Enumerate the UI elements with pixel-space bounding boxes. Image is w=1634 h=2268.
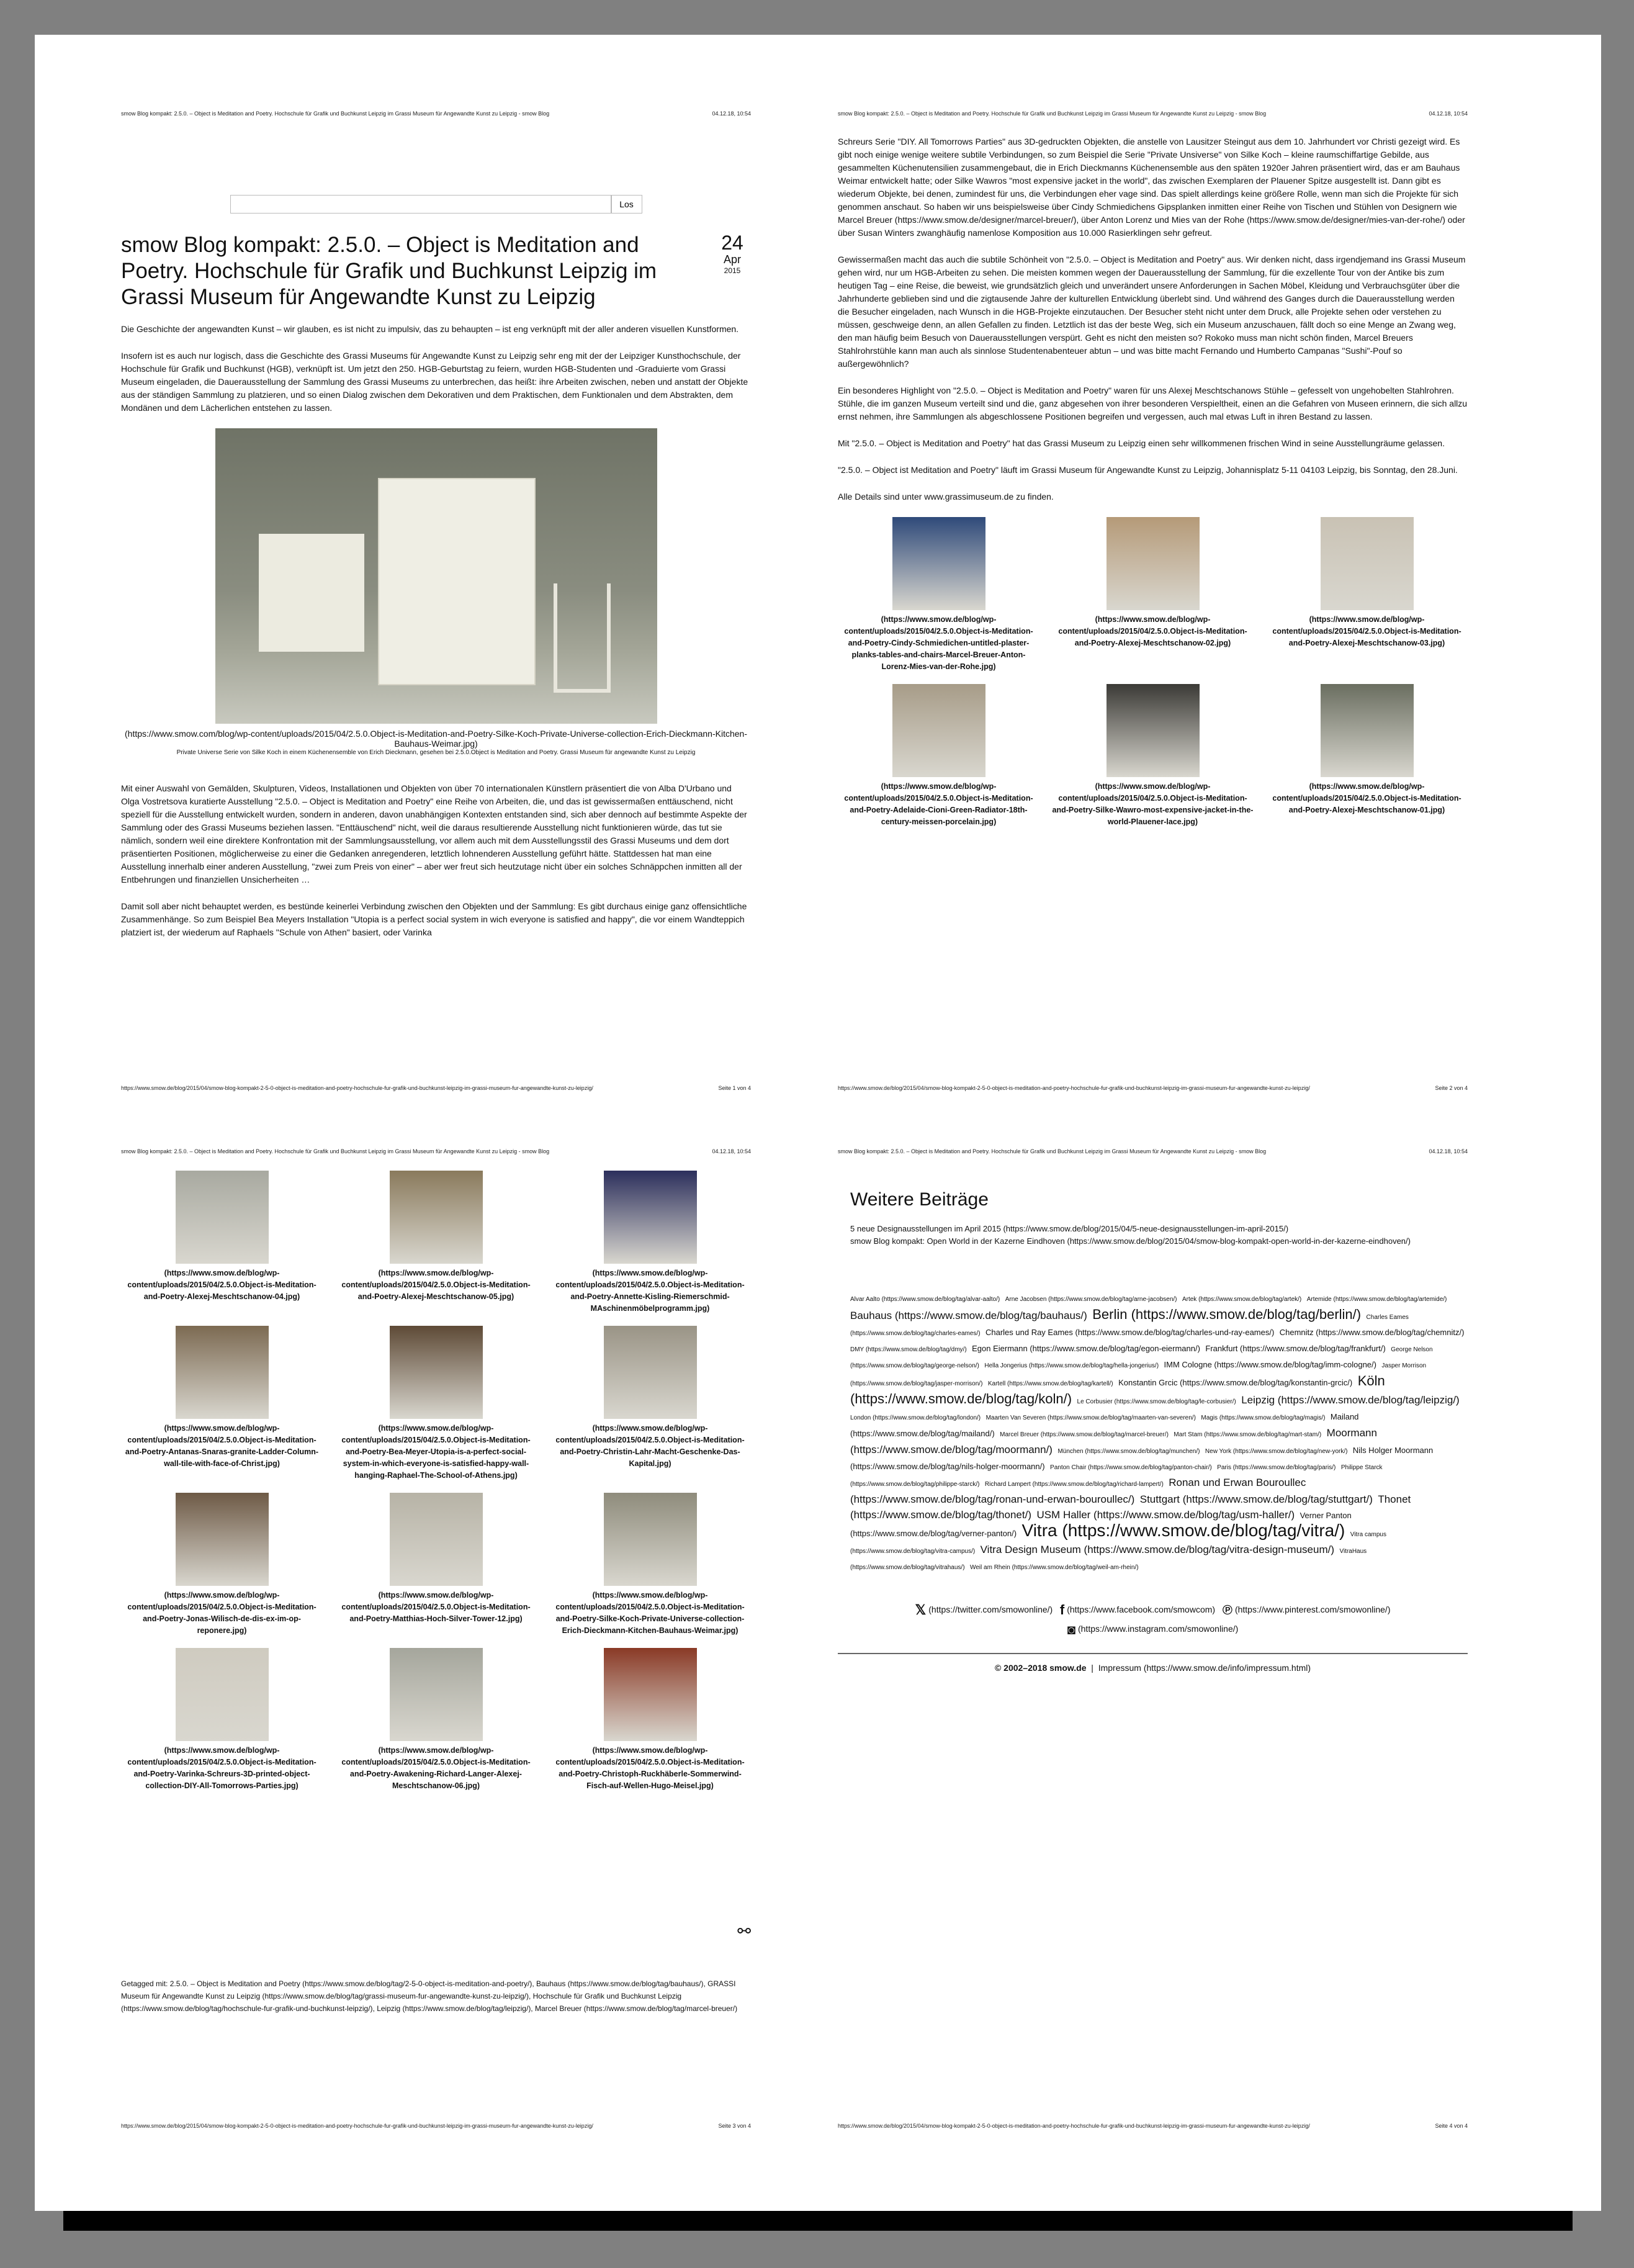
page-number: Seite 2 von 4 (1435, 1085, 1468, 1091)
page-header (838, 1148, 1468, 1154)
paragraph: Insofern ist es auch nur logisch, dass die Geschichte des Grassi Museums für Angewandte Kunst zu Leipzig sehr eng mit der der Leipziger Kunsthochschule, der Hochschule für Grafik und Buchkunst (HGB), verknüpft ist. Um jetzt den 250. HGB-Geburtstag zu feiern, wurden HGB-Studenten und -Graduierte vom Grassi Museum eingeladen, die Dauerausstellung der Sammlung des Grassi Museums zu unterbrechen, das heißt: ihre Arbeiten zwischen, neben und anstatt der Objekte aus der ständigen Sammlung zu platzieren, und so einen Dialog zwischen dem Dekorativen und dem Praktischen, dem Funktionalen und dem Abstrakten, dem Mondänen und dem Lächerlichen entstehen zu lassen. (121, 351, 748, 413)
chair (554, 583, 611, 693)
tag-link[interactable]: Leipzig (https://www.smow.de/blog/tag/leipzig/) (1241, 1394, 1460, 1406)
header-date: 04.12.18, 10:54 (712, 1148, 751, 1154)
gallery-thumbnail[interactable] (176, 1326, 269, 1419)
gallery-link[interactable]: (https://www.smow.de/blog/wp-content/uploads/2015/04/2.5.0.Object-is-Meditation-and-Poetry-Varinka-Schreurs-3D-printed-object-collection-DIY-All-Tomorrows-Parties.jpg) (127, 1746, 316, 1790)
page-number: Seite 3 von 4 (718, 2123, 751, 2129)
page-footer (838, 2123, 1468, 2129)
header-date: 04.12.18, 10:54 (712, 110, 751, 117)
gallery-thumbnail[interactable] (604, 1648, 697, 1741)
gallery-link[interactable]: (https://www.smow.de/blog/wp-content/uploads/2015/04/2.5.0.Object-is-Meditation-and-Poetry-Alexej-Meschtschanow-03.jpg) (1272, 615, 1461, 647)
gallery-thumbnail[interactable] (390, 1326, 483, 1419)
gallery-item[interactable] (335, 1493, 537, 1637)
gallery-link[interactable]: (https://www.smow.de/blog/wp-content/uploads/2015/04/2.5.0.Object-is-Meditation-and-Poetry-Alexej-Meschtschanow-02.jpg) (1058, 615, 1247, 647)
kitchen-cabinet (378, 478, 536, 685)
gallery-link[interactable]: (https://www.smow.de/blog/wp-content/uploads/2015/04/2.5.0.Object-is-Meditation-and-Poetry-Annette-Kisling-Riemerschmid-MAschinenmöbelprogramm.jpg) (555, 1269, 745, 1313)
share-icon[interactable]: ⚯ (737, 1922, 751, 1940)
page-header (838, 110, 1468, 117)
gallery-item[interactable] (121, 1171, 323, 1315)
gallery-thumbnail[interactable] (892, 684, 985, 777)
site-footer: © 2002–2018 smow.de | Impressum (https://www.smow.de/info/impressum.html) (994, 1662, 1311, 1673)
post-title: smow Blog kompakt: 2.5.0. – Object is Meditation and Poetry. Hochschule für Grafik und Buchkunst Leipzig im Grassi Museum für Angewandte Kunst zu Leipzig (121, 233, 657, 309)
paragraph: "2.5.0. – Object ist Meditation and Poetry" läuft im Grassi Museum für Angewandte Kunst zu Leipzig, Johannisplatz 5-11 04103 Leipzig, bis Sonntag, den 28.Juni. (838, 465, 1458, 475)
gallery-thumbnail[interactable] (390, 1493, 483, 1586)
page-header (121, 1148, 751, 1154)
gallery-link[interactable]: (https://www.smow.de/blog/wp-content/uploads/2015/04/2.5.0.Object-is-Meditation-and-Poetry-Matthias-Hoch-Silver-Tower-12.jpg) (341, 1591, 531, 1623)
tag-link[interactable]: Charles und Ray Eames (https://www.smow.de/blog/tag/charles-und-ray-eames/) (985, 1328, 1275, 1337)
footer-url: https://www.smow.de/blog/2015/04/smow-blog-kompakt-2-5-0-object-is-meditation-and-poetry-hochschule-fur-grafik-und-buchkunst-leipzig-im-grassi-museum-fur-angewandte-kunst-zu-leipzig/ (838, 2123, 1310, 2129)
tag-link[interactable]: Egon Eiermann (https://www.smow.de/blog/tag/egon-eiermann/) (972, 1344, 1200, 1353)
tag-link[interactable]: Köln (https://www.smow.de/blog/tag/koln/) (850, 1373, 1385, 1406)
figure-link[interactable]: (https://www.smow.com/blog/wp-content/uploads/2015/04/2.5.0.Object-is-Meditation-and-Poetry-Silke-Koch-Private-Universe-collection-Erich-Dieckmann-Kitchen-Bauhaus-Weimar.jpg) (125, 729, 747, 749)
tag-link[interactable]: Philippe Starck (https://www.smow.de/blog/tag/philippe-starck/) (850, 1464, 1383, 1488)
facebook-icon[interactable]: f (1059, 1602, 1065, 1618)
gallery-item[interactable] (838, 517, 1039, 673)
gallery (838, 517, 1468, 828)
gallery (121, 1171, 751, 1792)
related-link[interactable]: smow Blog kompakt: Open World in der Kazerne Eindhoven (https://www.smow.de/blog/2015/04/smow-blog-kompakt-open-world-in-der-kazerne-eindhoven/) (850, 1236, 1411, 1246)
gallery-link[interactable]: (https://www.smow.de/blog/wp-content/uploads/2015/04/2.5.0.Object-is-Meditation-and-Poetry-Adelaide-Cioni-Green-Radiator-18th-century-meissen-porcelain.jpg) (844, 782, 1033, 826)
pinterest-link[interactable]: (https://www.pinterest.com/smowonline/) (1234, 1604, 1391, 1614)
paragraph: Ein besonderes Highlight von "2.5.0. – Object is Meditation and Poetry" waren für uns Alexej Meschtschanows Stühle – gefesselt von ungehobelten Stahlrohren. Stühle, die im ganzen Museum verteilt sind und die, ganz abgesehen von ihrer besonderen Verspieltheit, einen an die Gefahren von Museen erinnern, die sich allzu ernst nehmen, ihre Sammlungen als abgeschlossene Positionen begreifen und vergessen, auch mal etwas Luft in ihren Bestand zu lassen. (838, 385, 1468, 421)
gallery-link[interactable]: (https://www.smow.de/blog/wp-content/uploads/2015/04/2.5.0.Object-is-Meditation-and-Poetry-Christoph-Ruckhäberle-Sommerwind-Fisch-auf-Wellen-Hugo-Meisel.jpg) (555, 1746, 745, 1790)
tag-link[interactable]: Berlin (https://www.smow.de/blog/tag/berlin/) (1092, 1307, 1362, 1322)
print-page-3 (121, 1148, 751, 2129)
tag-link[interactable]: Verner Panton (https://www.smow.de/blog/tag/verner-panton/) (850, 1511, 1352, 1538)
twitter-icon[interactable]: 𝕏 (915, 1602, 927, 1618)
tag-link[interactable]: London (https://www.smow.de/blog/tag/london/) (850, 1415, 981, 1421)
gallery-link[interactable]: (https://www.smow.de/blog/wp-content/uploads/2015/04/2.5.0.Object-is-Meditation-and-Poetry-Jonas-Wilisch-de-dis-ex-im-op-reponere.jpg) (127, 1591, 316, 1635)
paragraph: Die Geschichte der angewandten Kunst – wir glauben, es ist nicht zu impulsiv, das zu behaupten – ist eng verknüpft mit der aller anderen visuellen Kunstformen. (121, 324, 739, 334)
gallery-item[interactable] (1052, 517, 1254, 673)
gallery-link[interactable]: (https://www.smow.de/blog/wp-content/uploads/2015/04/2.5.0.Object-is-Meditation-and-Poetry-Antanas-Snaras-granite-Ladder-Column-wall-tile-with-face-of-Christ.jpg) (125, 1424, 319, 1468)
gallery-item[interactable] (549, 1493, 751, 1637)
print-page-1 (121, 110, 751, 1091)
post-tags: Getagged mit: 2.5.0. – Object is Meditation and Poetry (https://www.smow.de/blog/tag/2-5-0-object-is-meditation-and-poetry/), Bauhaus (https://www.smow.de/blog/tag/bauhaus/), GRASSI Museum für Angewandte Kunst zu Leipzig (https://www.smow.de/blog/tag/grassi-museum-fur-angewandte-kunst-zu-leipzig/), Hochschule für Grafik und Buchkunst Leipzig (https://www.smow.de/blog/tag/hochschule-fur-grafik-und-buchkunst-leipzig/), Leipzig (https://www.smow.de/blog/tag/leipzig/), Marcel Breuer (https://www.smow.de/blog/tag/marcel-breuer/) (121, 1979, 738, 2013)
paragraph: Mit "2.5.0. – Object is Meditation and Poetry" hat das Grassi Museum zu Leipzig einen sehr willkommenen frischen Wind in seine Ausstellungräume gelassen. (838, 438, 1445, 448)
gallery-item[interactable] (1052, 684, 1254, 828)
gallery-thumbnail[interactable] (390, 1171, 483, 1264)
gallery-thumbnail[interactable] (1107, 684, 1200, 777)
tag-link[interactable]: George Nelson (https://www.smow.de/blog/tag/george-nelson/) (850, 1346, 1433, 1369)
date-month: Apr (723, 253, 741, 266)
tag-link[interactable]: VitraHaus (https://www.smow.de/blog/tag/vitrahaus/) (850, 1548, 1367, 1571)
gallery-link[interactable]: (https://www.smow.de/blog/wp-content/uploads/2015/04/2.5.0.Object-is-Meditation-and-Poetry-Bea-Meyer-Utopia-is-a-perfect-social-system-in-which-everyone-is-satisfied-happy-wall-hanging-Raphael-The-School-of-Athens.jpg) (341, 1424, 531, 1480)
gallery-item[interactable] (335, 1326, 537, 1482)
header-date: 04.12.18, 10:54 (1429, 110, 1468, 117)
pinterest-icon[interactable]: ℗ (1222, 1602, 1232, 1618)
tag-link[interactable]: Frankfurt (https://www.smow.de/blog/tag/frankfurt/) (1205, 1344, 1386, 1353)
paragraph: Mit einer Auswahl von Gemälden, Skulpturen, Videos, Installationen und Objekten von über 70 internationalen Künstlern präsentiert die von Alba D'Urbano und Olga Vostretsova kuratierte Ausstellung "2.5.0. – Object is Meditation and Poetry" eine Reihe von Arbeiten, die, und das ist gewissermaßen enttäuschend, nicht speziell für die Ausstellung entwickelt wurden, sondern in anderen, davon unabhängigen Kontexten entstanden sind, sich aber dennoch auf bestimmte Aspekte der Sammlung oder des Grassi Museums beziehen lassen. "Enttäuschend" nicht, weil die daraus resultierende Ausstellung nicht funktionieren würde, das tut sie nämlich, sondern weil eine direktere Konfrontation mit der Sammlungsausstellung, vor allem auch mit dem Ausstellungsstil des Grassi Museums und dem dort präsentierten Positionen, möglicherweise zu einer die Gedanken anregenderen, letztlich lohnenderen Ausstellung geführt hätte. Stattdessen hat man eine Ausstellung innerhalb einer anderen Ausstellung, "zwei zum Preis von einer" – aber wer freut sich heutzutage nicht über ein solches Schnäppchen inmitten all der Entbehrungen und finanziellen Unsicherheiten … (121, 783, 747, 884)
tag-link[interactable]: Mart Stam (https://www.smow.de/blog/tag/mart-stam/) (1174, 1431, 1322, 1438)
tag-link[interactable]: Mailand (https://www.smow.de/blog/tag/mailand/) (850, 1412, 1359, 1438)
instagram-link[interactable]: (https://www.instagram.com/smowonline/) (1077, 1624, 1239, 1634)
gallery-thumbnail[interactable] (176, 1171, 269, 1264)
tag-link[interactable]: Konstantin Grcic (https://www.smow.de/blog/tag/konstantin-grcic/) (1118, 1378, 1353, 1387)
tag-link[interactable]: Vitra campus (https://www.smow.de/blog/tag/vitra-campus/) (850, 1531, 1386, 1555)
print-page-4 (838, 1148, 1468, 2129)
gallery-item[interactable] (549, 1171, 751, 1315)
main-figure (121, 428, 751, 757)
post-date (714, 232, 751, 310)
paragraph: Damit soll aber nicht behauptet werden, es bestünde keinerlei Verbindung zwischen den Objekten und der Sammlung: Es gibt durchaus einige ganz offensichtliche Zusammenhänge. So zum Beispiel Bea Meyers Installation "Utopia is a perfect social system in wich everyone is satisfied and happy", die vor einem Wandteppich platziert ist, der wiederum auf Raphaels "Schule von Athen" basiert, oder Varinka (121, 901, 747, 937)
gallery-link[interactable]: (https://www.smow.de/blog/wp-content/uploads/2015/04/2.5.0.Object-is-Meditation-and-Poetry-Silke-Koch-Private-Universe-collection-Erich-Dieckmann-Kitchen-Bauhaus-Weimar.jpg) (555, 1591, 745, 1635)
page-number: Seite 4 von 4 (1435, 2123, 1468, 2129)
gallery-item[interactable] (335, 1171, 537, 1315)
tag-link[interactable]: München (https://www.smow.de/blog/tag/munchen/) (1057, 1448, 1200, 1455)
tag-link[interactable]: Charles Eames (https://www.smow.de/blog/tag/charles-eames/) (850, 1314, 1409, 1337)
tag-link[interactable]: Thonet (https://www.smow.de/blog/tag/thonet/) (850, 1493, 1411, 1521)
figure-caption: Private Universe Serie von Silke Koch in einem Küchenensemble von Erich Dieckmann, gesehen bei 2.5.0.Object is Meditation and Poetry. Grassi Museum für angewandte Kunst zu Leipzig (176, 749, 696, 756)
header-title: smow Blog kompakt: 2.5.0. – Object is Meditation and Poetry. Hochschule für Grafik und Buchkunst Leipzig im Grassi Museum für Angewandte Kunst zu Leipzig - smow Blog (121, 1148, 550, 1154)
related-link[interactable]: 5 neue Designausstellungen im April 2015 (https://www.smow.de/blog/2015/04/5-neue-designausstellungen-im-april-2015/) (850, 1224, 1289, 1233)
gallery-link[interactable]: (https://www.smow.de/blog/wp-content/uploads/2015/04/2.5.0.Object-is-Meditation-and-Poetry-Christin-Lahr-Macht-Geschenke-Das-Kapital.jpg) (555, 1424, 745, 1468)
header-date: 04.12.18, 10:54 (1429, 1148, 1468, 1154)
date-day: 24 (721, 232, 743, 254)
side-cabinet (259, 534, 364, 652)
paragraph: Gewissermaßen macht das auch die subtile Schönheit von "2.5.0. – Object is Meditation and Poetry" aus. Wir denken nicht, dass irgendjemand ins Grassi Museum gehen wird, nur um HGB-Arbeiten zu sehen. Die meisten kommen wegen der Dauerausstellung der Sammlung, für die exzellente Tour von der Antike bis zum heutigen Tag – eine Reise, die beweist, wie grundsätzlich gleich und unverändert unsere Anforderungen in Sachen Möbel, Kleidung und Verbrauchsgüter über die Jahrhunderte geblieben sind und die zigtausende Jahre der kulturellen Entwicklung überlebt sind. Und während des Ganges durch die Dauerausstellung werden die Besucher eingeladen, nach Wunsch in die HGB-Projekte einzutauchen. Der Besucher steht nicht unter dem Druck, alle Projekte sehen oder verstehen zu müssen, geschweige denn, an allen Gefallen zu finden. Letztlich ist das der beste Weg, sich ein Museum anzuschauen, fällt doch so eine Menge an Zwang weg, den man häufig beim Besuch von Dauerausstellungen verspürt. Geht es nicht den meisten so? Rokoko muss man nicht schön finden, Marcel Breuers Stahlrohrstühle kann man auch als sinnlose Studentenabenteuer abtun – und was bitte macht Fernando und Humberto Campanas "Sushi"-Pouf so außergewöhnlich? (838, 254, 1466, 369)
tag-link[interactable]: Chemnitz (https://www.smow.de/blog/tag/chemnitz/) (1279, 1328, 1465, 1337)
tag-link[interactable]: Paris (https://www.smow.de/blog/tag/paris/) (1217, 1464, 1336, 1471)
page-number: Seite 1 von 4 (718, 1085, 751, 1091)
gallery-item[interactable] (549, 1326, 751, 1482)
gallery-thumbnail[interactable] (390, 1648, 483, 1741)
gallery-thumbnail[interactable] (1321, 517, 1414, 610)
gallery-thumbnail[interactable] (604, 1171, 697, 1264)
tag-link[interactable]: DMY (https://www.smow.de/blog/tag/dmy/) (850, 1346, 967, 1353)
tag-link[interactable]: Bauhaus (https://www.smow.de/blog/tag/bauhaus/) (850, 1310, 1087, 1321)
tag-link[interactable]: Weil am Rhein (https://www.smow.de/blog/tag/weil-am-rhein/) (969, 1564, 1139, 1571)
page-header (121, 110, 751, 117)
tag-link[interactable]: Arne Jacobsen (https://www.smow.de/blog/tag/arne-jacobsen/) (1005, 1296, 1177, 1303)
search-button[interactable]: Los (611, 195, 642, 214)
gallery-thumbnail[interactable] (1321, 684, 1414, 777)
tag-link[interactable]: Vitra Design Museum (https://www.smow.de/blog/tag/vitra-design-museum/) (980, 1544, 1334, 1555)
gallery-item[interactable] (121, 1648, 323, 1792)
tag-cloud (850, 1291, 1468, 1575)
gallery-item[interactable] (121, 1326, 323, 1482)
gallery-link[interactable]: (https://www.smow.de/blog/wp-content/uploads/2015/04/2.5.0.Object-is-Meditation-and-Poetry-Alexej-Meschtschanow-01.jpg) (1272, 782, 1461, 814)
page-footer (838, 1085, 1468, 1091)
page-footer (121, 1085, 751, 1091)
header-title: smow Blog kompakt: 2.5.0. – Object is Meditation and Poetry. Hochschule für Grafik und Buchkunst Leipzig im Grassi Museum für Angewandte Kunst zu Leipzig - smow Blog (121, 110, 550, 117)
tag-link[interactable]: Maarten Van Severen (https://www.smow.de/blog/tag/maarten-van-severen/) (985, 1415, 1196, 1421)
page-footer (121, 2123, 751, 2129)
gallery-thumbnail[interactable] (892, 517, 985, 610)
gallery-link[interactable]: (https://www.smow.de/blog/wp-content/uploads/2015/04/2.5.0.Object-is-Meditation-and-Poetry-Cindy-Schmiedichen-untitled-plaster-planks-tables-and-chairs-Marcel-Breuer-Anton-Lorenz-Mies-van-der-Rohe.jpg) (844, 615, 1033, 671)
more-posts-heading: Weitere Beiträge (850, 1189, 989, 1210)
tag-link[interactable]: USM Haller (https://www.smow.de/blog/tag/usm-haller/) (1036, 1509, 1295, 1521)
footer-url: https://www.smow.de/blog/2015/04/smow-blog-kompakt-2-5-0-object-is-meditation-and-poetry-hochschule-fur-grafik-und-buchkunst-leipzig-im-grassi-museum-fur-angewandte-kunst-zu-leipzig/ (838, 1085, 1310, 1091)
tag-link[interactable]: IMM Cologne (https://www.smow.de/blog/tag/imm-cologne/) (1164, 1360, 1376, 1369)
tag-link[interactable]: Kartell (https://www.smow.de/blog/tag/kartell/) (987, 1380, 1113, 1387)
header-title: smow Blog kompakt: 2.5.0. – Object is Meditation and Poetry. Hochschule für Grafik und Buchkunst Leipzig im Grassi Museum für Angewandte Kunst zu Leipzig - smow Blog (838, 1148, 1267, 1154)
tag-link[interactable]: Alvar Aalto (https://www.smow.de/blog/tag/alvar-aalto/) (850, 1296, 1000, 1303)
tag-link[interactable]: Moormann (https://www.smow.de/blog/tag/moormann/) (850, 1427, 1377, 1456)
gallery-thumbnail[interactable] (1107, 517, 1200, 610)
tag-link[interactable]: New York (https://www.smow.de/blog/tag/new-york/) (1205, 1448, 1348, 1455)
gallery-thumbnail[interactable] (176, 1493, 269, 1586)
gallery-item[interactable] (1266, 517, 1468, 673)
kitchen-photo[interactable] (215, 428, 657, 724)
footer-url: https://www.smow.de/blog/2015/04/smow-blog-kompakt-2-5-0-object-is-meditation-and-poetry-hochschule-fur-grafik-und-buchkunst-leipzig-im-grassi-museum-fur-angewandte-kunst-zu-leipzig/ (121, 2123, 593, 2129)
gallery-link[interactable]: (https://www.smow.de/blog/wp-content/uploads/2015/04/2.5.0.Object-is-Meditation-and-Poetry-Alexej-Meschtschanow-05.jpg) (341, 1269, 531, 1301)
instagram-icon[interactable]: ◙ (1067, 1621, 1075, 1637)
header-title: smow Blog kompakt: 2.5.0. – Object is Meditation and Poetry. Hochschule für Grafik und Buchkunst Leipzig im Grassi Museum für Angewandte Kunst zu Leipzig - smow Blog (838, 110, 1267, 117)
tag-link[interactable]: Stuttgart (https://www.smow.de/blog/tag/stuttgart/) (1139, 1493, 1373, 1505)
gallery-item[interactable] (838, 684, 1039, 828)
tag-link[interactable]: Magis (https://www.smow.de/blog/tag/magis/) (1201, 1415, 1326, 1421)
paragraph: Alle Details sind unter www.grassimuseum.de zu finden. (838, 492, 1054, 502)
tag-link[interactable]: Artek (https://www.smow.de/blog/tag/artek/) (1182, 1296, 1302, 1303)
tag-link[interactable]: Hella Jongerius (https://www.smow.de/blog/tag/hella-jongerius/) (984, 1362, 1159, 1369)
tag-link[interactable]: Nils Holger Moormann (https://www.smow.de/blog/tag/nils-holger-moormann/) (850, 1446, 1434, 1471)
gallery-link[interactable]: (https://www.smow.de/blog/wp-content/uploads/2015/04/2.5.0.Object-is-Meditation-and-Poetry-Silke-Wawro-most-expensive-jacket-in-the-world-Plauener-lace.jpg) (1052, 782, 1254, 826)
social-links (838, 1600, 1468, 1639)
tag-link[interactable]: Marcel Breuer (https://www.smow.de/blog/tag/marcel-breuer/) (1000, 1431, 1169, 1438)
tag-link[interactable]: Le Corbusier (https://www.smow.de/blog/tag/le-corbusier/) (1077, 1398, 1236, 1405)
tag-link[interactable]: Jasper Morrison (https://www.smow.de/blog/tag/jasper-morrison/) (850, 1362, 1427, 1387)
date-year: 2015 (724, 266, 741, 275)
gallery-link[interactable]: (https://www.smow.de/blog/wp-content/uploads/2015/04/2.5.0.Object-is-Meditation-and-Poetry-Awakening-Richard-Langer-Alexej-Meschtschanow-06.jpg) (341, 1746, 531, 1790)
copyright: © 2002–2018 smow.de (994, 1662, 1087, 1673)
divider (838, 1653, 1468, 1654)
impressum-link[interactable]: Impressum (https://www.smow.de/info/impressum.html) (1098, 1662, 1311, 1673)
search-form (121, 195, 751, 214)
twitter-link[interactable]: (https://twitter.com/smowonline/) (928, 1604, 1053, 1614)
gallery-link[interactable]: (https://www.smow.de/blog/wp-content/uploads/2015/04/2.5.0.Object-is-Meditation-and-Poetry-Alexej-Meschtschanow-04.jpg) (127, 1269, 316, 1301)
search-input[interactable] (230, 195, 611, 214)
gallery-thumbnail[interactable] (604, 1493, 697, 1586)
gallery-item[interactable] (335, 1648, 537, 1792)
gallery-item[interactable] (121, 1493, 323, 1637)
gallery-item[interactable] (1266, 684, 1468, 828)
tag-link[interactable]: Vitra (https://www.smow.de/blog/tag/vitra/) (1021, 1521, 1345, 1540)
print-page-2 (838, 110, 1468, 1091)
tag-link[interactable]: Panton Chair (https://www.smow.de/blog/tag/panton-chair/) (1050, 1464, 1212, 1471)
gallery-thumbnail[interactable] (604, 1326, 697, 1419)
gallery-item[interactable] (549, 1648, 751, 1792)
facebook-link[interactable]: (https://www.facebook.com/smowcom) (1067, 1604, 1216, 1614)
tag-link[interactable]: Artemide (https://www.smow.de/blog/tag/artemide/) (1306, 1296, 1447, 1303)
gallery-thumbnail[interactable] (176, 1648, 269, 1741)
paragraph: Schreurs Serie "DIY. All Tomorrows Parties" aus 3D-gedruckten Objekten, die anstelle von Lausitzer Steingut aus dem 10. Jahrhundert vor Christi gezeigt wird. Es gibt noch einige wenige weitere subtile Verbindungen, so zum Beispiel die Serie "Private Unsiverse" von Silke Koch – kleine raumschiffartige Gebilde, aus gesammelten Küchenutensilien zusammengebaut, die in Erich Dieckmanns Küchenensemble aus den späten 1920er Jahren präsentiert wird, das er am Bauhaus Weimar entwickelt hatte; oder Silke Wawros "most expensive jacket in the world", das zwischen Exemplaren der Plauener Spitze ausgestellt ist. Dann gibt es wiederum Objekte, bei denen, zumindest für uns, die Verbindungen eher vage sind. Das spielt allerdings keine größere Rolle, wenn man sich die Projekte für sich genommen anschaut. So haben wir uns beispielsweise über Cindy Schmiedichens Gipsplanken inmitten einer Reihe von Tischen und Stühlen von Designern wie Marcel Breuer (https://www.smow.de/designer/marcel-breuer/), über Anton Lorenz und Mies van der Rohe (https://www.smow.de/designer/mies-van-der-rohe/) oder über Susan Winters zwanghäufig namenlose Komposition aus 10.000 Rasierklingen sehr gefreut. (838, 137, 1465, 238)
tag-link[interactable]: Richard Lampert (https://www.smow.de/blog/tag/richard-lampert/) (984, 1481, 1164, 1488)
tag-link[interactable]: Ronan und Erwan Bouroullec (https://www.smow.de/blog/tag/ronan-und-erwan-bouroullec/) (850, 1477, 1306, 1505)
footer-url: https://www.smow.de/blog/2015/04/smow-blog-kompakt-2-5-0-object-is-meditation-and-poetry-hochschule-fur-grafik-und-buchkunst-leipzig-im-grassi-museum-fur-angewandte-kunst-zu-leipzig/ (121, 1085, 593, 1091)
